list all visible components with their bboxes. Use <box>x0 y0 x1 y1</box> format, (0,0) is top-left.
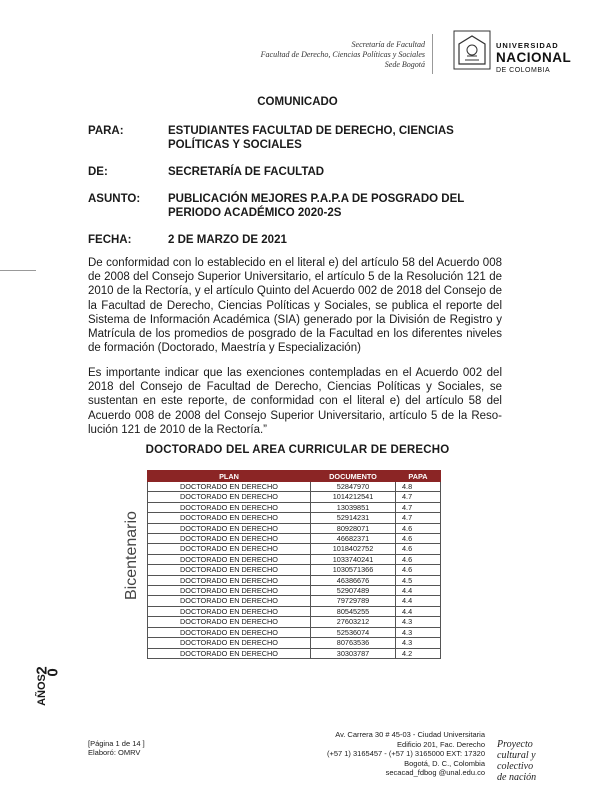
documento-cell: 1033740241 <box>311 554 396 564</box>
documento-cell: 13039851 <box>311 502 396 512</box>
office-header <box>261 40 425 70</box>
table-row <box>148 492 441 502</box>
university-wordmark <box>496 40 571 76</box>
documento-cell: 52907489 <box>311 586 396 596</box>
address-line: Bogotá, D. C., Colombia <box>404 758 485 768</box>
papa-cell: 4.6 <box>396 565 441 575</box>
address-line: Av. Carrera 30 # 45-03 - Ciudad Universitaria <box>335 730 485 739</box>
table-row <box>148 502 441 512</box>
university-line: NACIONAL <box>496 50 572 65</box>
table-title: DOCTORADO DEL AREA CURRICULAR DE DERECHO <box>145 444 450 456</box>
field-value: ESTUDIANTES FACULTAD DE DERECHO, CIENCIAS POLÍTICAS Y SOCIALES <box>168 125 454 151</box>
table-row <box>148 648 441 658</box>
documento-cell: 80928071 <box>311 523 396 533</box>
slogan-line: de nación <box>497 772 537 783</box>
table-row <box>148 513 441 523</box>
logo-anos: AÑOS <box>35 674 48 706</box>
documento-cell: 1030571366 <box>311 565 396 575</box>
papa-cell: 4.6 <box>396 523 441 533</box>
logo-number: 2 <box>33 666 51 675</box>
documento-cell: 1018402752 <box>311 544 396 554</box>
table-row <box>148 575 441 585</box>
footer-address <box>327 730 485 778</box>
papa-cell: 4.8 <box>396 482 441 492</box>
bicentenario-logo <box>32 662 64 712</box>
university-seal-icon <box>453 30 491 70</box>
plan-cell: DOCTORADO EN DERECHO <box>148 534 311 544</box>
field-label: FECHA: <box>88 234 132 246</box>
papa-cell: 4.5 <box>396 575 441 585</box>
plan-cell: DOCTORADO EN DERECHO <box>148 565 311 575</box>
documento-cell: 46682371 <box>311 534 396 544</box>
documento-cell: 30303787 <box>311 648 396 658</box>
field-label: PARA: <box>88 125 124 137</box>
plan-cell: DOCTORADO EN DERECHO <box>148 502 311 512</box>
field-value: SECRETARÍA DE FACULTAD <box>168 166 325 178</box>
papa-cell: 4.7 <box>396 513 441 523</box>
papa-cell: 4.2 <box>396 648 441 658</box>
papa-cell: 4.7 <box>396 492 441 502</box>
address-line: (+57 1) 3165457 - (+57 1) 3165000 EXT: 17320 <box>326 749 485 759</box>
documento-cell: 80545255 <box>311 606 396 616</box>
papa-cell: 4.6 <box>396 554 441 564</box>
email-link[interactable]: secacad_fdbog @unal.edu.co <box>385 768 485 778</box>
office-line: Secretaría de Facultad <box>351 40 425 49</box>
plan-cell: DOCTORADO EN DERECHO <box>148 513 311 523</box>
documento-cell: 1014212541 <box>311 492 396 502</box>
university-line: DE COLOMBIA <box>496 67 551 74</box>
table-row <box>148 627 441 637</box>
table-row <box>148 523 441 533</box>
documento-cell: 52847970 <box>311 482 396 492</box>
page-number: [Página 1 de 14 ] <box>88 739 145 748</box>
table-row <box>148 617 441 627</box>
office-line: Sede Bogotá <box>384 60 425 69</box>
bicentenario-logo-text: Bicentenario <box>123 511 140 600</box>
table-row <box>148 638 441 648</box>
column-header: PLAN <box>148 471 311 482</box>
footer-left <box>88 739 145 757</box>
table-row <box>148 606 441 616</box>
plan-cell: DOCTORADO EN DERECHO <box>148 492 311 502</box>
table-row <box>148 586 441 596</box>
proyecto-slogan <box>497 739 536 783</box>
plan-cell: DOCTORADO EN DERECHO <box>148 554 311 564</box>
plan-cell: DOCTORADO EN DERECHO <box>148 544 311 554</box>
documento-cell: 52914231 <box>311 513 396 523</box>
table-row <box>148 554 441 564</box>
logo-zero: 0 <box>44 668 62 677</box>
column-header: PAPA <box>396 471 441 482</box>
plan-cell: DOCTORADO EN DERECHO <box>148 596 311 606</box>
papa-cell: 4.3 <box>396 627 441 637</box>
papa-cell: 4.7 <box>396 502 441 512</box>
body-paragraph: Es importante indicar que las exenciones contempladas en el Acuerdo 002 del 2018 del Consejo de Facultad de Derecho, Ciencias Políticas y Sociales, se sustentan en este reporte, de conformidad con el literal e) del artículo 58 del Acuerdo 008 de 2008 del Consejo Superior Universitario, artículo 5 de la Reso-lución 121 de 2010 de la Rectoría.” <box>88 367 502 436</box>
plan-cell: DOCTORADO EN DERECHO <box>148 586 311 596</box>
table-row <box>148 596 441 606</box>
field-value: PUBLICACIÓN MEJORES P.A.P.A DE POSGRADO DEL PERIODO ACADÉMICO 2020-2S <box>168 193 465 219</box>
documento-cell: 79729789 <box>311 596 396 606</box>
documento-cell: 80763536 <box>311 638 396 648</box>
slogan-line: colectivo <box>497 761 534 772</box>
document-title: COMUNICADO <box>257 96 338 108</box>
papa-cell: 4.4 <box>396 586 441 596</box>
table-header-row <box>148 471 441 482</box>
plan-cell: DOCTORADO EN DERECHO <box>148 648 311 658</box>
table-row <box>148 534 441 544</box>
documento-cell: 52536074 <box>311 627 396 637</box>
body-paragraph: De conformidad con lo establecido en el literal e) del artículo 58 del Acuerdo 008 de 2008 del Consejo Superior Universitario, el artículo 5 de la Resolución 121 de 2010 de la Rectoría, y el artículo Quinto del Acuerdo 002 de 2018 del Consejo de la Facultad de Derecho, Ciencias Políticas y Sociales, se publica el reporte del Sistema de Información Académica (SIA) generado por la División de Registro y Matrícula de los promedios de posgrado de la Facultad en los diferentes niveles de formación (Doctorado, Maestría y Especialización) <box>88 257 502 355</box>
papa-cell: 4.6 <box>396 534 441 544</box>
papa-cell: 4.3 <box>396 638 441 648</box>
office-line: Facultad de Derecho, Ciencias Políticas y Sociales <box>260 50 425 59</box>
plan-cell: DOCTORADO EN DERECHO <box>148 606 311 616</box>
table-row <box>148 482 441 492</box>
plan-cell: DOCTORADO EN DERECHO <box>148 523 311 533</box>
documento-cell: 27603212 <box>311 617 396 627</box>
plan-cell: DOCTORADO EN DERECHO <box>148 627 311 637</box>
slogan-line: cultural y <box>497 750 536 761</box>
plan-cell: DOCTORADO EN DERECHO <box>148 617 311 627</box>
author-initials: Elaboró: OMRV <box>88 748 141 757</box>
table-row <box>148 544 441 554</box>
header-divider <box>432 34 433 74</box>
address-line: Edificio 201, Fac. Derecho <box>397 739 485 749</box>
plan-cell: DOCTORADO EN DERECHO <box>148 482 311 492</box>
plan-cell: DOCTORADO EN DERECHO <box>148 638 311 648</box>
field-label: DE: <box>88 166 108 178</box>
papa-cell: 4.4 <box>396 606 441 616</box>
table-row <box>148 565 441 575</box>
documento-cell: 46386676 <box>311 575 396 585</box>
slogan-line: Proyecto <box>497 739 533 750</box>
papa-cell: 4.6 <box>396 544 441 554</box>
papa-cell: 4.4 <box>396 596 441 606</box>
papa-table <box>147 470 441 659</box>
papa-cell: 4.3 <box>396 617 441 627</box>
plan-cell: DOCTORADO EN DERECHO <box>148 575 311 585</box>
column-header: DOCUMENTO <box>311 471 396 482</box>
field-value: 2 DE MARZO DE 2021 <box>168 234 287 246</box>
margin-mark <box>0 270 36 271</box>
field-label: ASUNTO: <box>88 193 141 205</box>
university-line: UNIVERSIDAD <box>496 41 559 50</box>
